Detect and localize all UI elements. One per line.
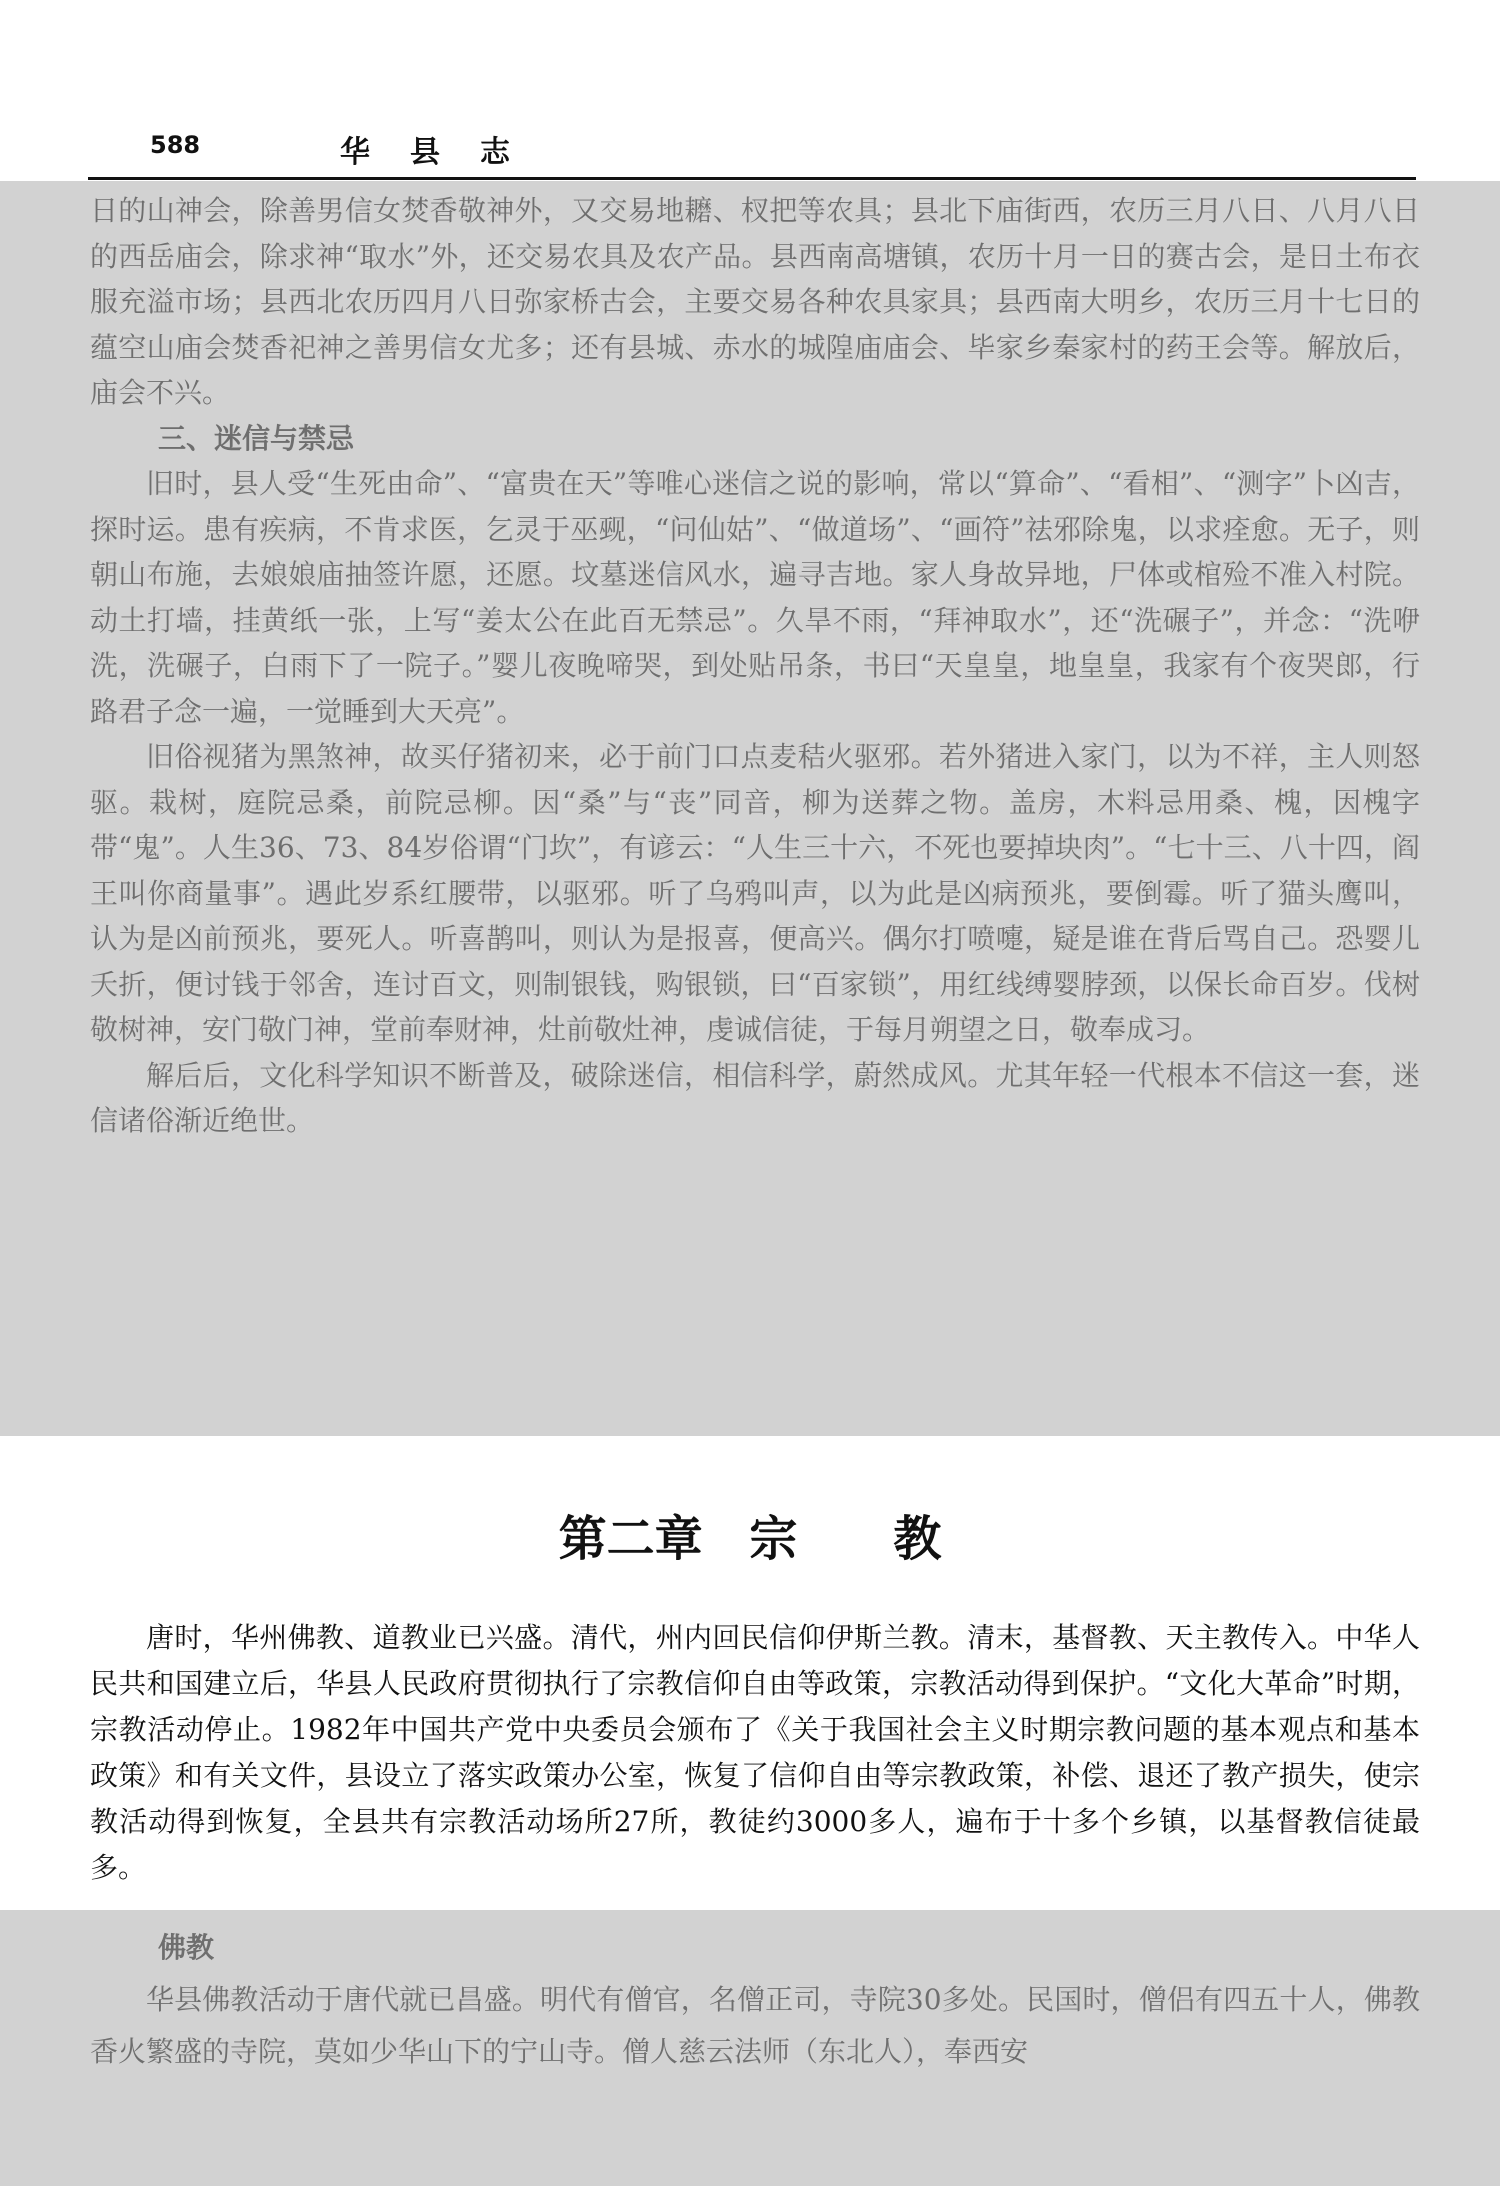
section-superstition [90,188,1420,1144]
book-title: 华县志 [340,135,550,170]
buddhism-heading: 佛教 [158,1931,215,1964]
section-buddhism [90,1922,1420,2078]
paragraph-1: 旧时，县人受“生死由命”、“富贵在天”等唯心迷信之说的影响，常以“算命”、“看相”、“测字”卜凶吉，探时运。患有疾病，不肯求医，乞灵于巫觋，“问仙姑”、“做道场”、“画符”祛邪除鬼，以求痊愈。无子，则朝山布施，去娘娘庙抽签许愿，还愿。坟墓迷信风水，遍寻吉地。家人身故异地，尸体或棺殓不准入村院。动土打墙，挂黄纸一张，上写“姜太公在此百无禁忌”。久旱不雨，“拜神取水”，还“洗碾子”，并念：“洗咿洗，洗碾子，白雨下了一院子。”婴儿夜晚啼哭，到处贴吊条，书曰“天皇皇，地皇皇，我家有个夜哭郎，行路君子念一遍，一觉睡到大天亮”。 [90,467,1420,728]
section-heading: 三、迷信与禁忌 [158,421,355,455]
paragraph-2: 旧俗视猪为黑煞神，故买仔猪初来，必于前门口点麦秸火驱邪。若外猪进入家门，以为不祥，主人则怒驱。栽树，庭院忌桑，前院忌柳。因“桑”与“丧”同音，柳为送葬之物。盖房，木料忌用桑、槐，因槐字带“鬼”。人生36、73、84岁俗谓“门坎”，有谚云：“人生三十六，不死也要掉块肉”。“七十三、八十四，阎王叫你商量事”。遇此岁系红腰带，以驱邪。听了乌鸦叫声，以为此是凶病预兆，要倒霉。听了猫头鹰叫，认为是凶前预兆，要死人。听喜鹊叫，则认为是报喜，便高兴。偶尔打喷嚏，疑是谁在背后骂自己。恐婴儿夭折，便讨钱于邻舍，连讨百文，则制银钱，购银锁，曰“百家锁”，用红线缚婴脖颈，以保长命百岁。伐树敬树神，安门敬门神，堂前奉财神，灶前敬灶神，虔诚信徒，于每月朔望之日，敬奉成习。 [90,740,1420,1046]
paragraph-3: 解后后，文化科学知识不断普及，破除迷信，相信科学，蔚然成风。尤其年轻一代根本不信这一套，迷信诸俗渐近绝世。 [90,1058,1420,1137]
buddhism-paragraph: 华县佛教活动于唐代就已昌盛。明代有僧官，名僧正司，寺院30多处。民国时，僧侣有四五十人，佛教香火繁盛的寺院，莫如少华山下的宁山寺。僧人慈云法师（东北人），奉西安 [90,1983,1420,2068]
page-header [90,125,1415,175]
chapter-intro [90,1615,1420,1891]
page-number: 588 [150,131,201,159]
header-rule [88,177,1416,180]
intro-paragraph: 日的山神会，除善男信女焚香敬神外，又交易地耱、杈把等农具；县北下庙街西，农历三月八日、八月八日的西岳庙会，除求神“取水”外，还交易农具及农产品。县西南高塘镇，农历十月一日的赛古会，是日土布衣服充溢市场；县西北农历四月八日弥家桥古会，主要交易各种农具家具；县西南大明乡，农历三月十七日的蕴空山庙会焚香祀神之善男信女尤多；还有县城、赤水的城隍庙庙会、毕家乡秦家村的药王会等。解放后，庙会不兴。 [90,194,1420,409]
chapter-title: 第二章 宗 教 [558,1511,942,1567]
chapter-intro-paragraph: 唐时，华州佛教、道教业已兴盛。清代，州内回民信仰伊斯兰教。清末，基督教、天主教传入。中华人民共和国建立后，华县人民政府贯彻执行了宗教信仰自由等政策，宗教活动得到保护。“文化大革命”时期，宗教活动停止。1982年中国共产党中央委员会颁布了《关于我国社会主义时期宗教问题的基本观点和基本政策》和有关文件，县设立了落实政策办公室，恢复了信仰自由等宗教政策，补偿、退还了教产损失，使宗教活动得到恢复，全县共有宗教活动场所27所，教徒约3000多人，遍布于十多个乡镇，以基督教信徒最多。 [90,1621,1420,1884]
